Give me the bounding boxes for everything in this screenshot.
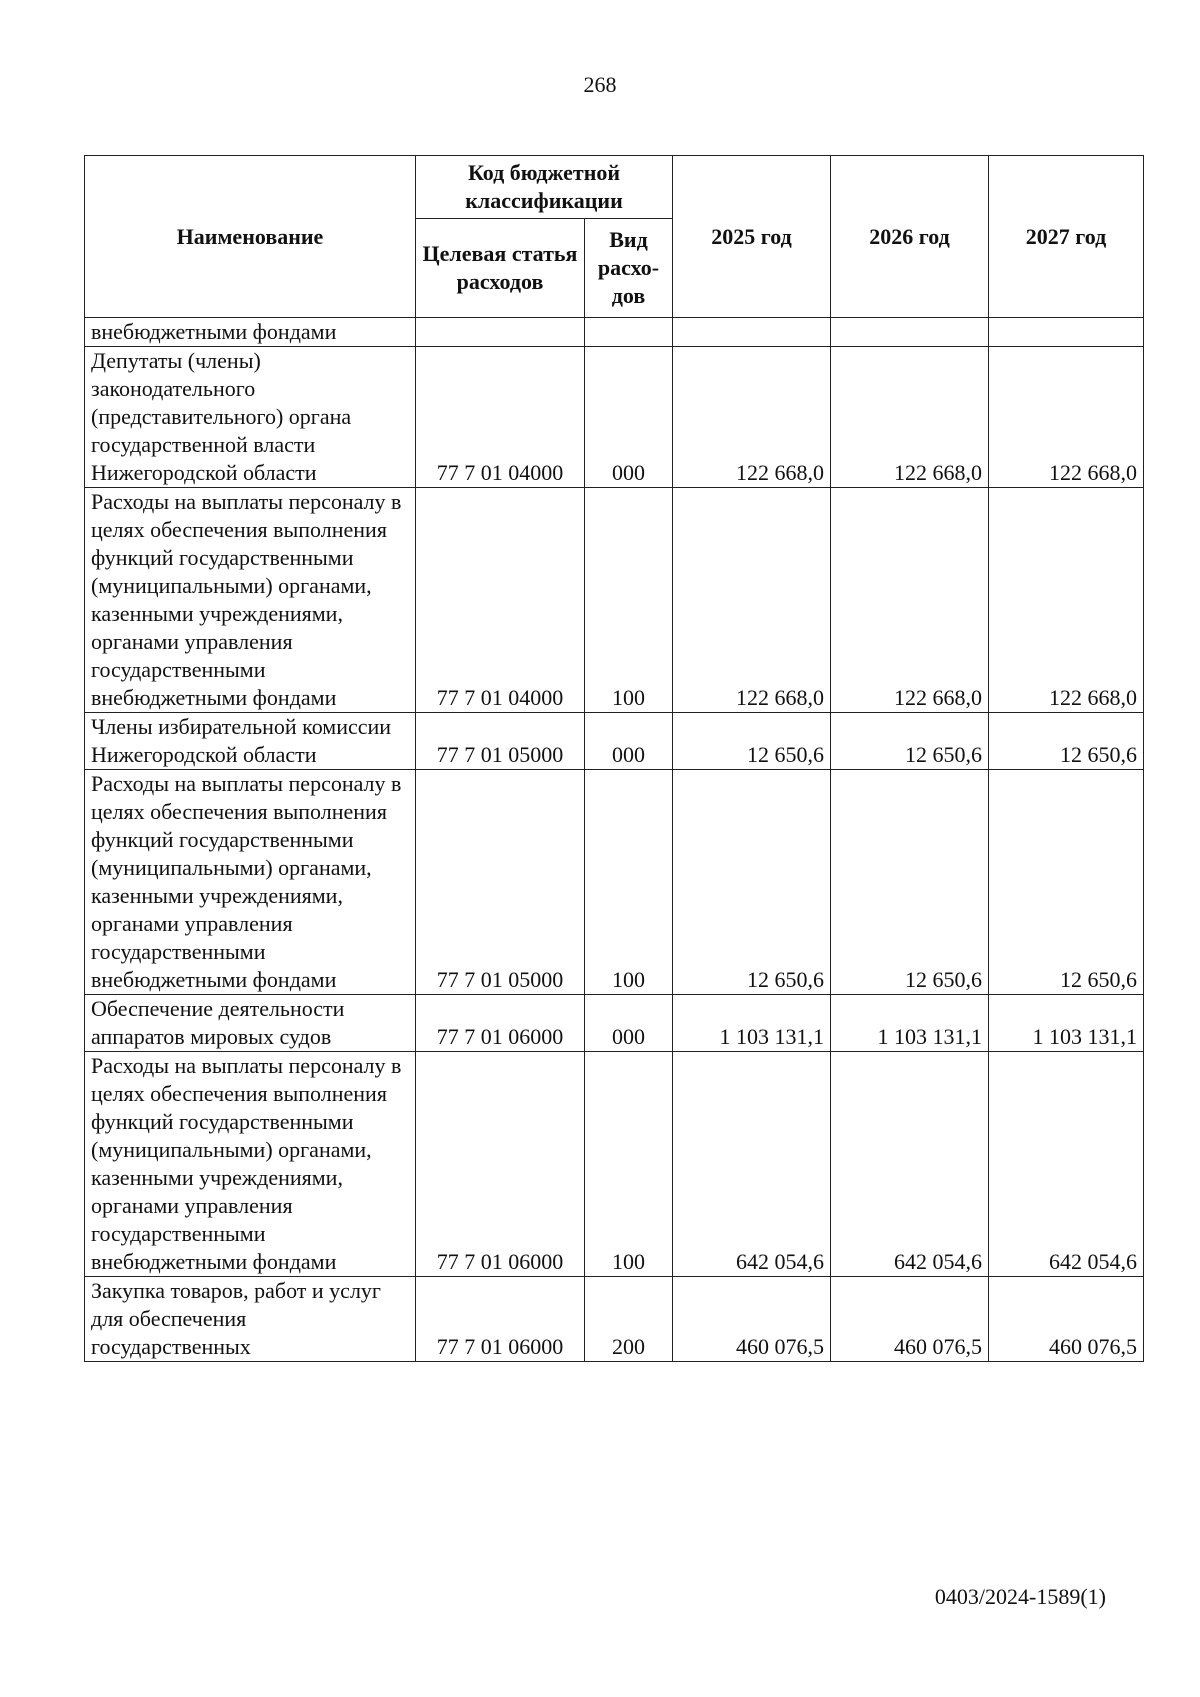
row-target-code: 77 7 01 06000 — [416, 995, 585, 1052]
row-expense-kind: 100 — [585, 770, 673, 995]
row-name: Расходы на выплаты персоналу в целях обеспечения выполнения функций государственными (муниципальными) органами, казенными учреждениями, органами управления государственными внебюджетными фондами — [85, 1052, 416, 1277]
row-value-2026: 1 103 131,1 — [831, 995, 989, 1052]
row-expense-kind: 100 — [585, 1052, 673, 1277]
row-target-code: 77 7 01 06000 — [416, 1277, 585, 1362]
row-name: Расходы на выплаты персоналу в целях обеспечения выполнения функций государственными (муниципальными) органами, казенными учреждениями, органами управления государственными внебюджетными фондами — [85, 488, 416, 713]
row-value-2026: 12 650,6 — [831, 713, 989, 770]
row-value-2026: 12 650,6 — [831, 770, 989, 995]
row-value-2027: 12 650,6 — [989, 713, 1144, 770]
budget-table — [84, 155, 1144, 1362]
row-value-2027: 12 650,6 — [989, 770, 1144, 995]
row-target-code: 77 7 01 06000 — [416, 1052, 585, 1277]
header-name: Наименование — [85, 156, 416, 318]
row-name: Расходы на выплаты персоналу в целях обеспечения выполнения функций государственными (муниципальными) органами, казенными учреждениями, органами управления государственными внебюджетными фондами — [85, 770, 416, 995]
row-value-2026: 122 668,0 — [831, 488, 989, 713]
row-value-2026: 122 668,0 — [831, 347, 989, 488]
table-row — [85, 770, 1144, 995]
row-target-code: 77 7 01 04000 — [416, 347, 585, 488]
row-name: Депутаты (члены) законодательного (представительного) органа государственной власти Нижегородской области — [85, 347, 416, 488]
row-value-2025 — [673, 318, 831, 347]
row-value-2027: 1 103 131,1 — [989, 995, 1144, 1052]
row-value-2026 — [831, 318, 989, 347]
row-value-2025: 12 650,6 — [673, 770, 831, 995]
header-target-article: Целевая статья расходов — [416, 219, 585, 318]
row-value-2027 — [989, 318, 1144, 347]
row-value-2026: 642 054,6 — [831, 1052, 989, 1277]
row-expense-kind: 000 — [585, 713, 673, 770]
row-value-2027: 122 668,0 — [989, 488, 1144, 713]
row-target-code: 77 7 01 04000 — [416, 488, 585, 713]
row-value-2027: 122 668,0 — [989, 347, 1144, 488]
row-name: внебюджетными фондами — [85, 318, 416, 347]
table-row — [85, 995, 1144, 1052]
row-target-code — [416, 318, 585, 347]
row-value-2025: 122 668,0 — [673, 488, 831, 713]
row-expense-kind: 000 — [585, 347, 673, 488]
row-target-code: 77 7 01 05000 — [416, 713, 585, 770]
table-row — [85, 347, 1144, 488]
row-value-2027: 642 054,6 — [989, 1052, 1144, 1277]
header-year-2026: 2026 год — [831, 156, 989, 318]
header-year-2027: 2027 год — [989, 156, 1144, 318]
row-value-2025: 122 668,0 — [673, 347, 831, 488]
table-row — [85, 713, 1144, 770]
table-row — [85, 488, 1144, 713]
row-expense-kind: 000 — [585, 995, 673, 1052]
document-registration-code: 0403/2024-1589(1) — [934, 1584, 1106, 1609]
row-target-code: 77 7 01 05000 — [416, 770, 585, 995]
row-name: Обеспечение деятельности аппаратов мировых судов — [85, 995, 416, 1052]
row-value-2026: 460 076,5 — [831, 1277, 989, 1362]
row-value-2025: 460 076,5 — [673, 1277, 831, 1362]
row-value-2025: 642 054,6 — [673, 1052, 831, 1277]
table-row — [85, 1277, 1144, 1362]
row-expense-kind — [585, 318, 673, 347]
header-year-2025: 2025 год — [673, 156, 831, 318]
row-value-2027: 460 076,5 — [989, 1277, 1144, 1362]
table-row — [85, 318, 1144, 347]
row-value-2025: 1 103 131,1 — [673, 995, 831, 1052]
row-name: Члены избирательной комиссии Нижегородской области — [85, 713, 416, 770]
table-row — [85, 1052, 1144, 1277]
header-expense-kind: Вид расхо-дов — [585, 219, 673, 318]
row-value-2025: 12 650,6 — [673, 713, 831, 770]
row-name: Закупка товаров, работ и услуг для обеспечения государственных — [85, 1277, 416, 1362]
row-expense-kind: 200 — [585, 1277, 673, 1362]
row-expense-kind: 100 — [585, 488, 673, 713]
page-number: 268 — [583, 72, 617, 97]
header-classification-code: Код бюджетной классификации — [416, 156, 673, 219]
